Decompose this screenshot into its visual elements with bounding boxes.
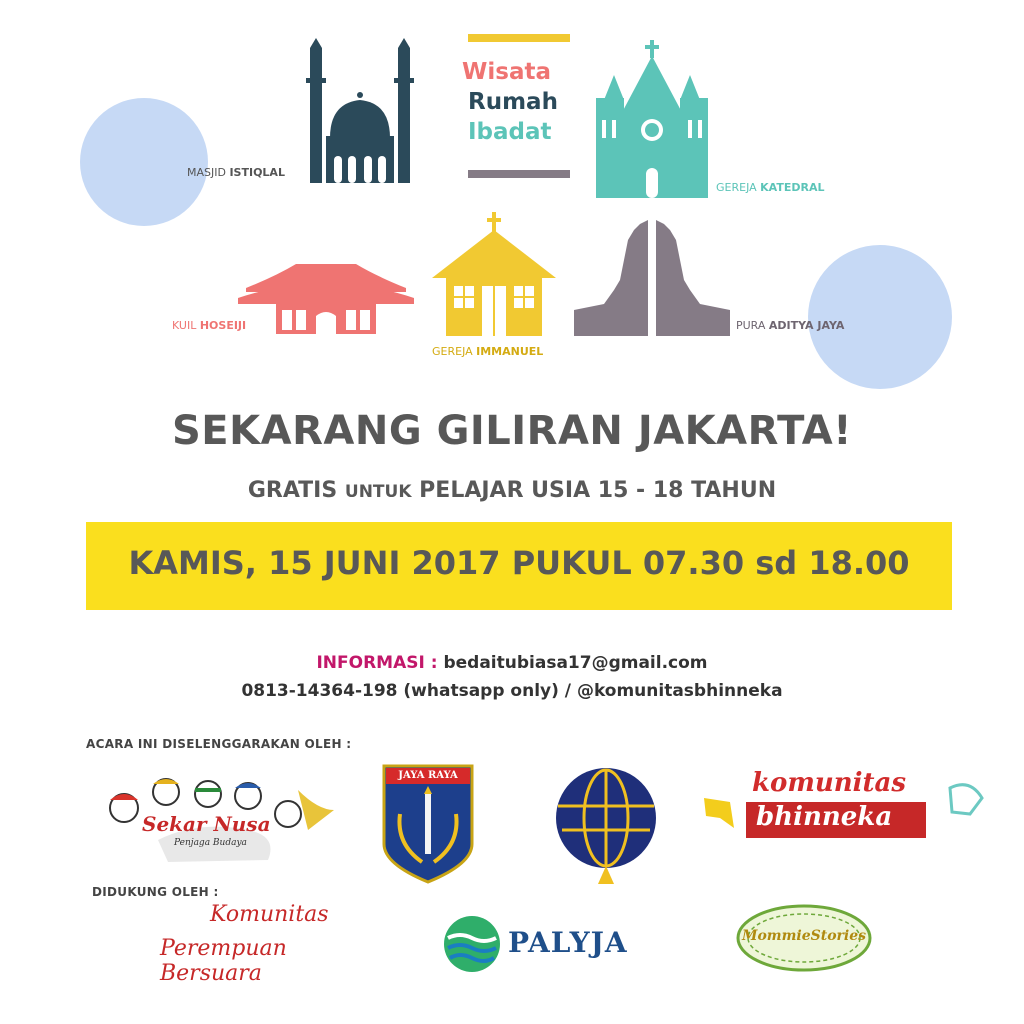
perempuan-line-2: Perempuan Bersuara [160,936,287,986]
palyja-logo [442,914,656,974]
subline [0,478,1024,503]
perempuan-line-1: Komunitas [210,902,329,927]
mosque-icon [300,38,420,188]
perempuan-bersuara-logo [160,900,380,986]
label-hoseiji: KUIL HOSEIJI [172,319,247,332]
decor-circle-left [80,98,208,226]
label-masjid: MASJID ISTIQLAL [187,166,285,179]
mommie-stories-logo [734,902,874,974]
decor-circle-right [808,245,952,389]
info-line-2: 0813-14364-198 (whatsapp only) / @komunitasbhinneka [241,681,783,701]
title-line-1: Wisata [462,59,551,85]
jaya-raya-text: JAYA RAYA [398,770,458,781]
bhinneka-line-2: bhinneka [756,802,893,832]
supporters-heading: DIDUKUNG OLEH : [92,885,219,899]
label-katedral: GEREJA KATEDRAL [716,181,825,194]
label-aditya: PURA ADITYA JAYA [736,319,845,332]
info-line-1 [0,653,1024,673]
date-band [86,522,952,610]
title-line-2: Rumah [468,89,558,115]
church-icon [432,212,556,336]
jaya-raya-logo [382,764,474,884]
globe-emblem-icon [552,766,660,886]
title-bottom-bar [468,170,570,178]
palyja-text: PALYJA [508,926,628,959]
sekar-nusa-logo [98,770,334,866]
komunitas-bhinneka-logo [700,768,986,840]
info-label: INFORMASI : [316,653,438,673]
title-line-3: Ibadat [468,119,552,145]
info-email[interactable]: bedaitubiasa17@gmail.com [443,653,708,673]
bhinneka-line-1: komunitas [752,768,907,798]
mommie-text: MommieStories [741,928,867,944]
title-top-bar [468,34,570,42]
subline-gratis: GRATIS [247,478,338,503]
sekar-nusa-name: Sekar Nusa [142,812,271,836]
event-title [462,34,570,180]
subline-untuk: UNTUK [344,482,412,502]
headline: SEKARANG GILIRAN JAKARTA! [172,408,852,454]
pura-gate-icon [574,220,730,336]
cathedral-icon [594,40,710,198]
temple-icon [236,258,416,334]
date-line: KAMIS, 15 JUNI 2017 PUKUL 07.30 sd 18.00 [128,544,910,582]
subline-pelajar: PELAJAR USIA 15 - 18 TAHUN [419,478,777,503]
sekar-nusa-tagline: Penjaga Budaya [174,838,247,848]
label-immanuel: GEREJA IMMANUEL [432,345,544,358]
organizers-heading: ACARA INI DISELENGGARAKAN OLEH : [86,737,352,751]
